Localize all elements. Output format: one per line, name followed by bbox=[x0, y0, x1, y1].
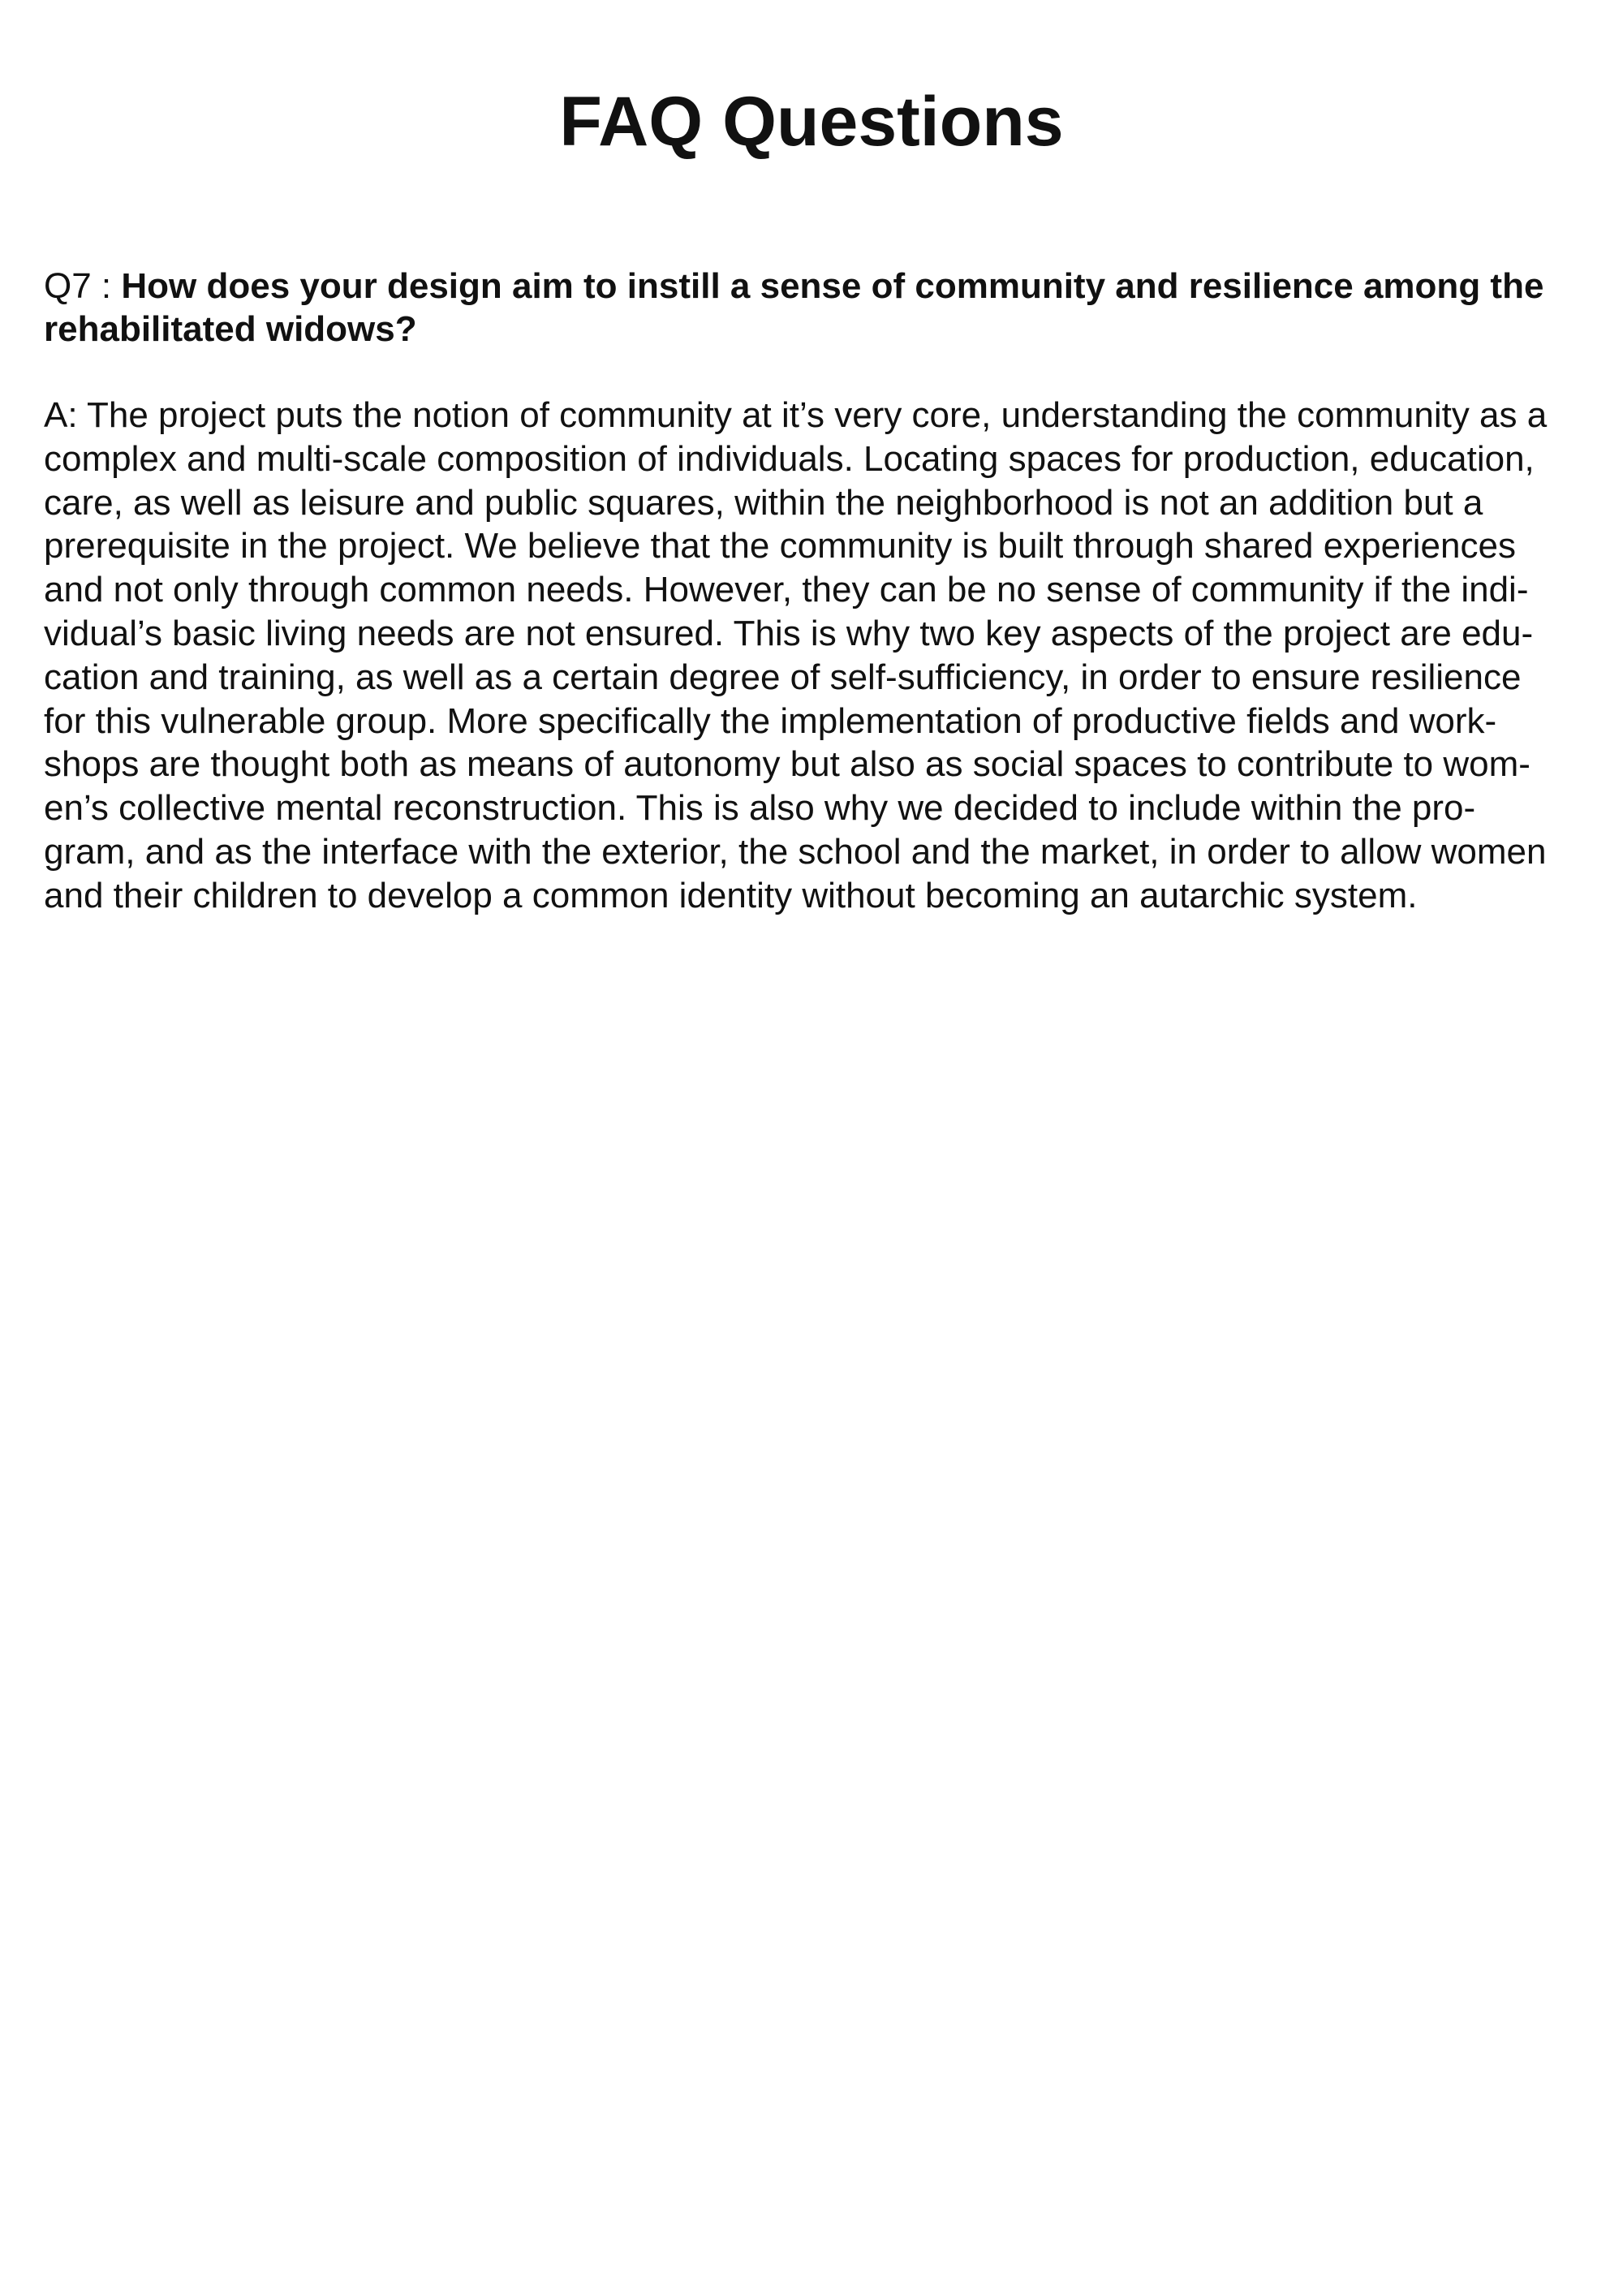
faq-question bbox=[44, 265, 1586, 351]
answer-line: A: The project puts the notion of community at it’s very core, understanding the community as a bbox=[44, 395, 1548, 435]
answer-line: shops are thought both as means of autonomy but also as social spaces to contribute to wom- bbox=[44, 744, 1530, 785]
answer-line: complex and multi-scale composition of individuals. Locating spaces for production, education, bbox=[44, 438, 1535, 479]
question-prefix: Q7 : bbox=[44, 266, 122, 306]
answer-line: cation and training, as well as a certain degree of self-sufficiency, in order to ensure resilience bbox=[44, 657, 1522, 697]
answer-line: for this vulnerable group. More specifically the implementation of productive fields and work- bbox=[44, 700, 1497, 741]
faq-answer bbox=[44, 394, 1586, 918]
page-title: FAQ Questions bbox=[559, 83, 1064, 161]
answer-line: and their children to develop a common identity without becoming an autarchic system. bbox=[44, 875, 1418, 915]
question-text: How does your design aim to instill a sense of community and resilience among the rehabilitated widows? bbox=[44, 266, 1544, 349]
answer-line: care, as well as leisure and public squares, within the neighborhood is not an addition but a bbox=[44, 482, 1483, 523]
answer-line: and not only through common needs. However, they can be no sense of community if the indi- bbox=[44, 570, 1529, 610]
faq-item bbox=[44, 265, 1586, 918]
answer-line: en’s collective mental reconstruction. This is also why we decided to include within the pro- bbox=[44, 788, 1476, 829]
answer-line: gram, and as the interface with the exterior, the school and the market, in order to allow women bbox=[44, 831, 1547, 872]
answer-line: vidual’s basic living needs are not ensured. This is why two key aspects of the project are edu- bbox=[44, 613, 1534, 653]
answer-line: prerequisite in the project. We believe that the community is built through shared experiences bbox=[44, 526, 1516, 566]
